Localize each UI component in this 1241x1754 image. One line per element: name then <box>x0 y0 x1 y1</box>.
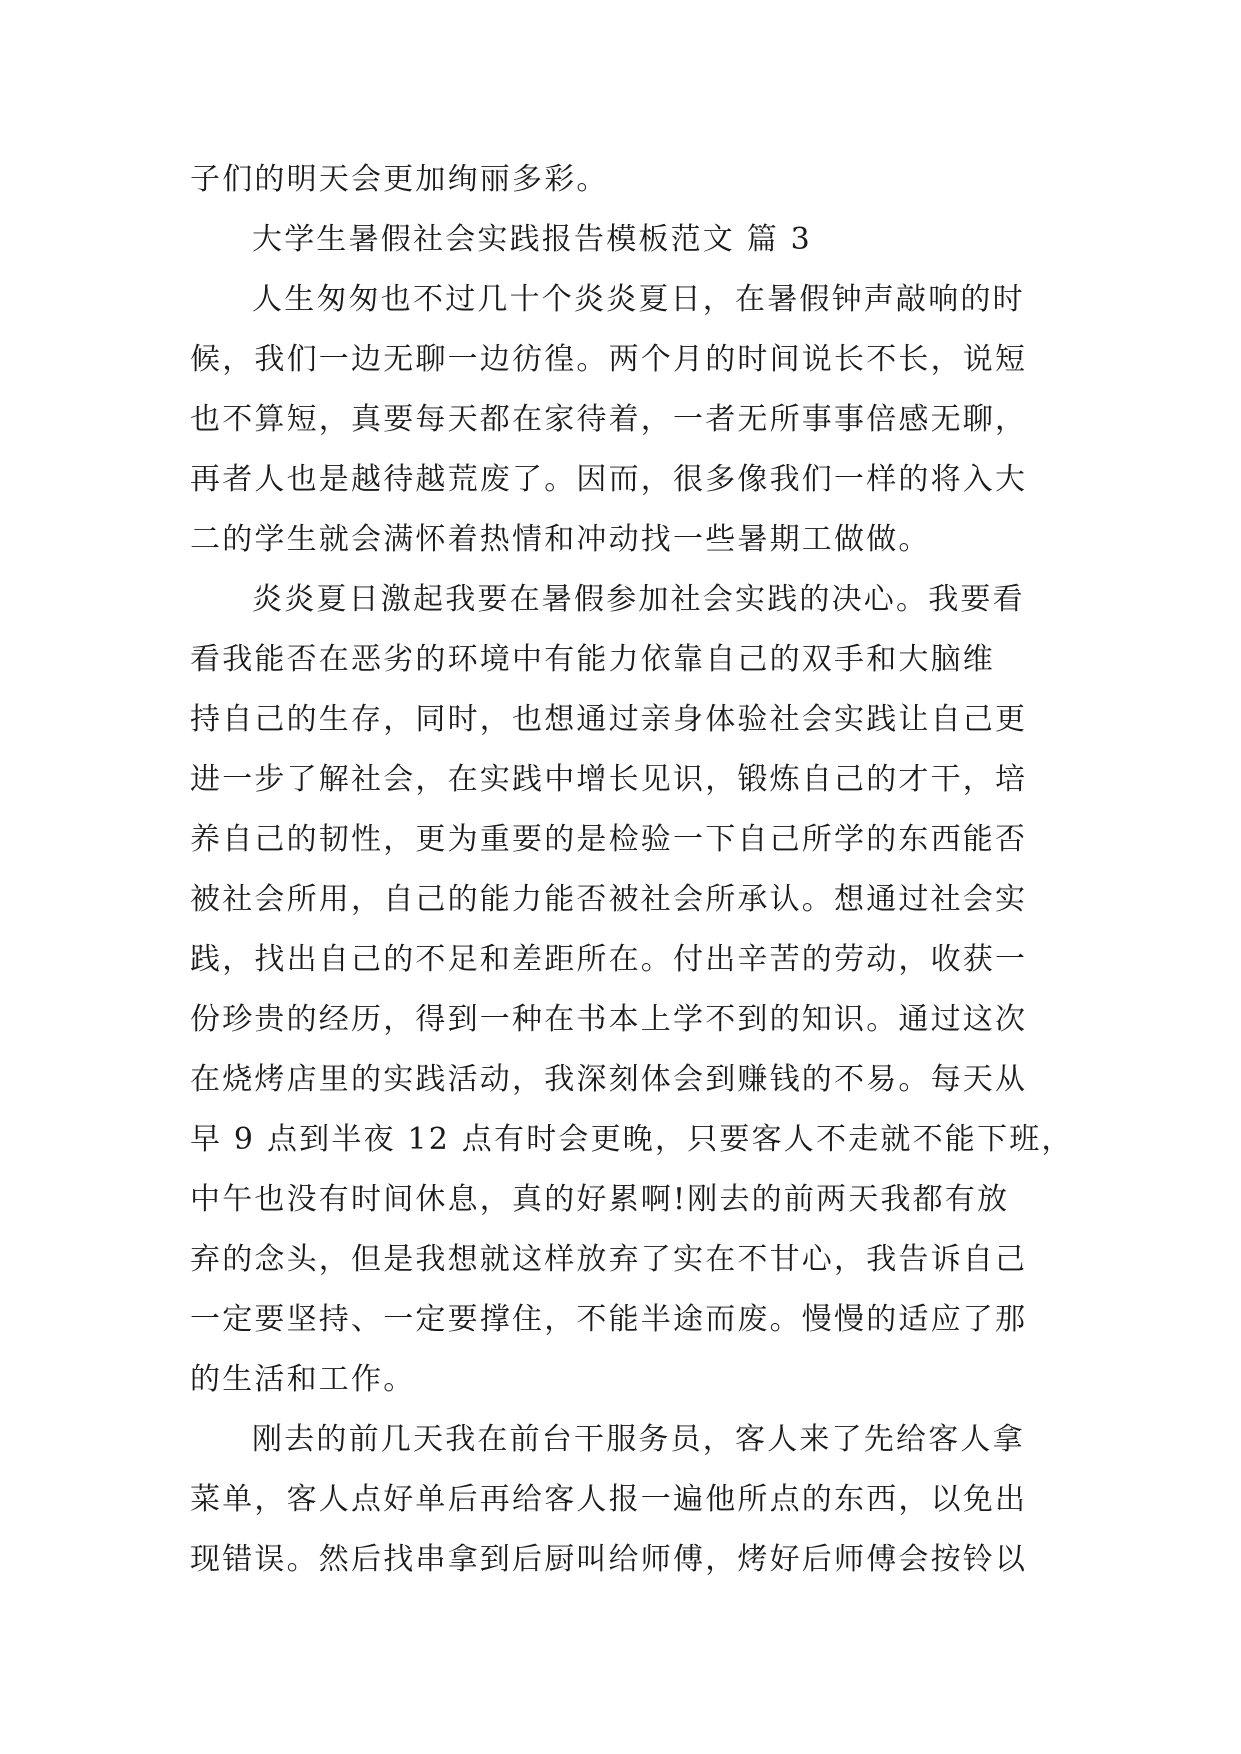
text-line: 中午也没有时间休息，真的好累啊!刚去的前两天我都有放 <box>190 1182 1010 1217</box>
text-line: 看我能否在恶劣的环境中有能力依靠自己的双手和大脑维 <box>190 642 995 677</box>
text-line: 也不算短，真要每天都在家待着，一者无所事事倍感无聊， <box>190 402 1028 437</box>
text-line: 践，找出自己的不足和差距所在。付出辛苦的劳动，收获一 <box>190 942 1028 977</box>
text-line: 二的学生就会满怀着热情和冲动找一些暑期工做做。 <box>190 522 931 557</box>
text-line: 菜单，客人点好单后再给客人报一遍他所点的东西，以免出 <box>190 1482 1028 1517</box>
text-line: 养自己的韧性，更为重要的是检验一下自己所学的东西能否 <box>190 822 1028 857</box>
text-line: 被社会所用，自己的能力能否被社会所承认。想通过社会实 <box>190 882 1028 917</box>
text-line: 进一步了解社会，在实践中增长见识，锻炼自己的才干，培 <box>190 762 1028 797</box>
text-line: 早 9 点到半夜 12 点有时会更晚，只要客人不走就不能下班， <box>190 1122 1074 1157</box>
text-line: 人生匆匆也不过几十个炎炎夏日，在暑假钟声敲响的时 <box>252 282 1025 317</box>
text-line: 现错误。然后找串拿到后厨叫给师傅，烤好后师傅会按铃以 <box>190 1542 1028 1577</box>
text-line: 份珍贵的经历，得到一种在书本上学不到的知识。通过这次 <box>190 1002 1028 1037</box>
text-line: 子们的明天会更加绚丽多彩。 <box>190 162 609 197</box>
text-line: 弃的念头，但是我想就这样放弃了实在不甘心，我告诉自己 <box>190 1242 1028 1277</box>
text-line: 在烧烤店里的实践活动，我深刻体会到赚钱的不易。每天从 <box>190 1062 1028 1097</box>
text-line: 一定要坚持、一定要撑住，不能半途而废。慢慢的适应了那 <box>190 1302 1028 1337</box>
text-line: 刚去的前几天我在前台干服务员，客人来了先给客人拿 <box>252 1422 1025 1457</box>
text-line: 再者人也是越待越荒废了。因而，很多像我们一样的将入大 <box>190 462 1028 497</box>
section-heading: 大学生暑假社会实践报告模板范文 篇 3 <box>252 222 812 257</box>
text-line: 候，我们一边无聊一边彷徨。两个月的时间说长不长，说短 <box>190 342 1028 377</box>
text-line: 炎炎夏日激起我要在暑假参加社会实践的决心。我要看 <box>252 582 1025 617</box>
text-line: 持自己的生存，同时，也想通过亲身体验社会实践让自己更 <box>190 702 1028 737</box>
document-page <box>190 150 1074 1590</box>
text-line: 的生活和工作。 <box>190 1362 416 1397</box>
